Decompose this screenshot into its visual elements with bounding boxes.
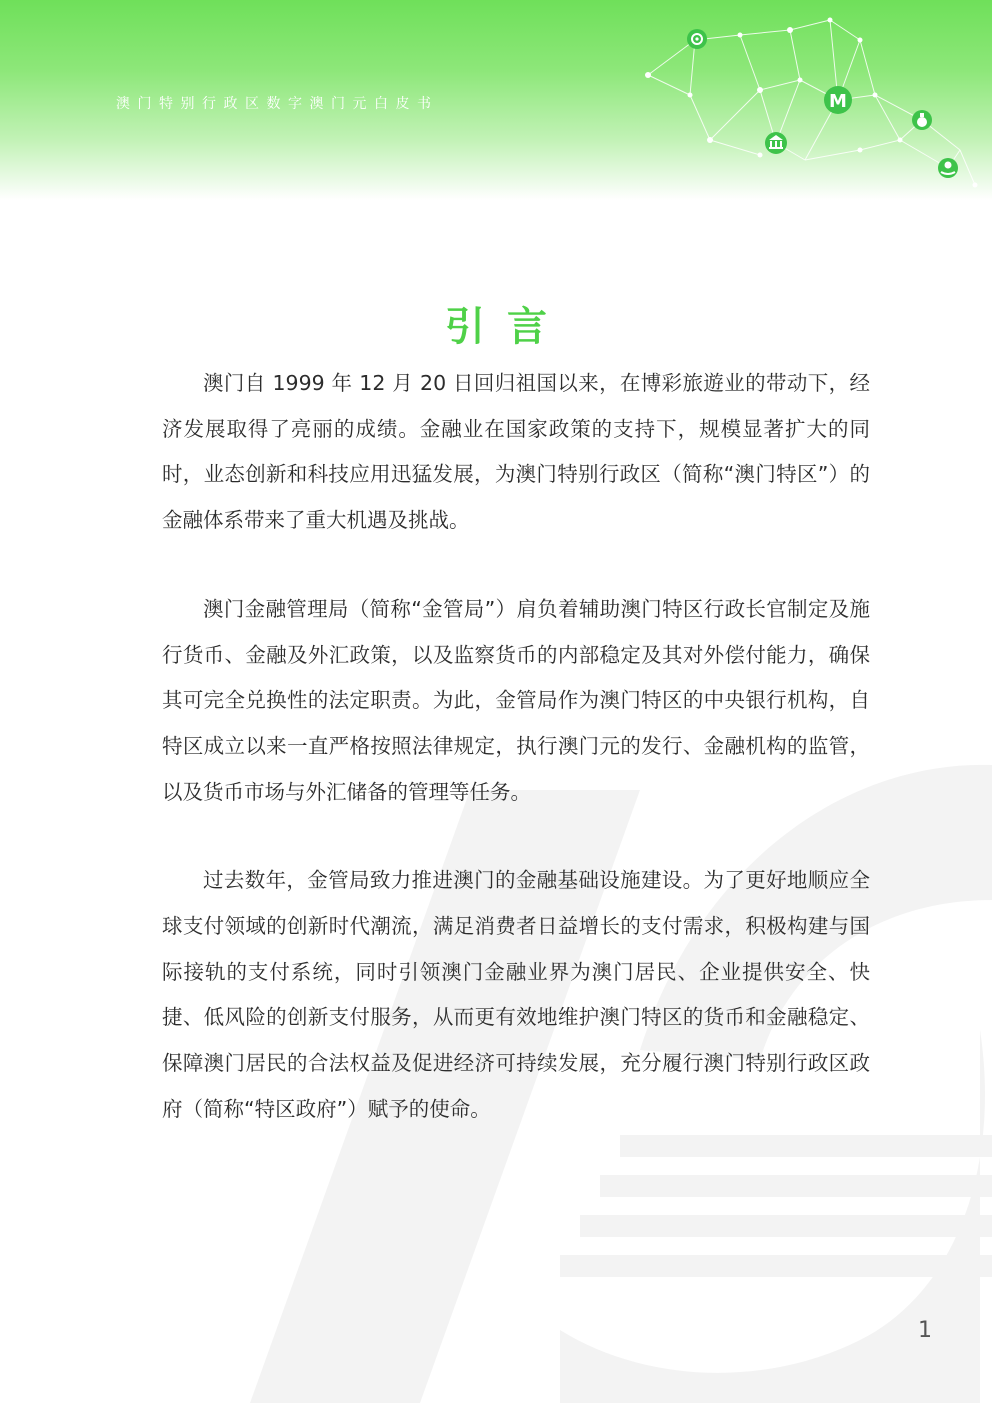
- document-header-title: 澳门特别行政区数字澳门元白皮书: [116, 96, 439, 112]
- page-number: 1: [918, 1318, 932, 1343]
- network-decoration: [630, 0, 992, 200]
- paragraph-3: 过去数年，金管局致力推进澳门的金融基础设施建设。为了更好地顺应全球支付领域的创新时代潮流，满足消费者日益增长的支付需求，积极构建与国际接轨的支付系统，同时引领澳门金融业界为澳门居民、企业提供安全、快捷、低风险的创新支付服务，从而更有效地维护澳门特区的货币和金融稳定、保障澳门居民的合法权益及促进经济可持续发展，充分履行澳门特别行政区政府（简称“特区政府”）赋予的使命。: [162, 868, 870, 1121]
- gear-icon: [687, 29, 707, 49]
- paragraph-1: 澳门自 1999 年 12 月 20 日回归祖国以来，在博彩旅遊业的带动下，经济发展取得了亮丽的成绩。金融业在国家政策的支持下，规模显著扩大的同时，业态创新和科技应用迅猛发展，为澳门特别行政区（简称“澳门特区”）的金融体系带来了重大机遇及挑战。: [162, 371, 870, 533]
- svg-text:M: M: [829, 91, 847, 112]
- bank-icon: [765, 132, 787, 154]
- paragraph-2: 澳门金融管理局（简称“金管局”）肩负着辅助澳门特区行政长官制定及施行货币、金融及外汇政策，以及监察货币的内部稳定及其对外偿付能力，确保其可完全兑换性的法定职责。为此，金管局作为澳门特区的中央银行机构，自特区成立以来一直严格按照法律规定，执行澳门元的发行、金融机构的监管，以及货币市场与外汇储备的管理等任务。: [162, 596, 870, 804]
- m-logo-icon: [824, 86, 852, 114]
- hand-coin-icon: [938, 158, 958, 178]
- page-title: 引言: [445, 303, 569, 350]
- money-bag-icon: [912, 110, 932, 130]
- body-text: [162, 361, 870, 1176]
